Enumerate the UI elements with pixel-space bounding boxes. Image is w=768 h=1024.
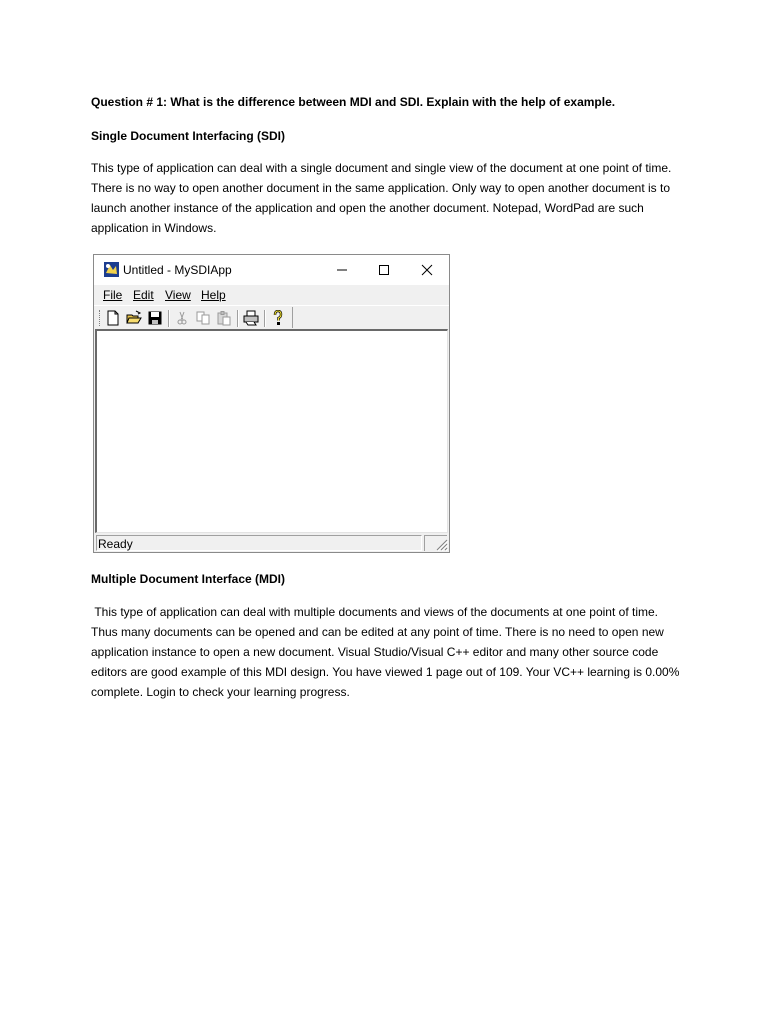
toolbar-frame: [96, 307, 293, 328]
print-icon[interactable]: [243, 310, 259, 326]
save-icon[interactable]: [147, 310, 163, 326]
menu-bar: [94, 285, 449, 305]
mdi-paragraph: This type of application can deal with multiple documents and views of the documents at one point of time. Thus many documents can be opened and can be edited at any point of time. There is no need to open new application instance to open a new document. Visual Studio/Visual C++ editor and many other source code editors are good example of this MDI design. You have viewed 1 page out of 109. Your VC++ learning is 0.00% complete. Login to check your learning progress.: [91, 605, 683, 699]
minimize-button[interactable]: [320, 255, 364, 285]
close-button[interactable]: [405, 255, 449, 285]
close-icon: [421, 264, 433, 276]
new-icon[interactable]: [105, 310, 121, 326]
open-icon[interactable]: [126, 310, 142, 326]
menu-edit[interactable]: Edit: [133, 288, 154, 302]
sdi-paragraph: This type of application can deal with a single document and single view of the document at one point of time. There is no way to open another document in the same application. Only way to open another document is to launch another instance of the application and open the another document. Notepad, WordPad are such application in Windows.: [91, 161, 672, 235]
help-icon[interactable]: [270, 310, 286, 326]
cut-icon[interactable]: [174, 310, 190, 326]
toolbar-separator: [237, 310, 239, 327]
resize-grip-icon[interactable]: [435, 538, 448, 551]
mdi-heading: Multiple Document Interface (MDI): [91, 572, 286, 586]
menu-view[interactable]: View: [165, 288, 191, 302]
maximize-button[interactable]: [362, 255, 406, 285]
copy-icon[interactable]: [195, 310, 211, 326]
toolbar-separator: [168, 310, 170, 327]
app-icon: [104, 262, 119, 277]
window-title: Untitled - MySDIApp: [123, 263, 232, 277]
status-bar: [94, 534, 449, 552]
window-titlebar: [94, 255, 449, 285]
sdi-window-screenshot: [93, 254, 450, 553]
status-text: Ready: [98, 537, 133, 551]
sdi-heading: Single Document Interfacing (SDI): [91, 129, 286, 143]
status-pane: [96, 535, 422, 551]
document-view[interactable]: [95, 329, 448, 533]
minimize-icon: [336, 264, 348, 276]
menu-help[interactable]: Help: [201, 288, 226, 302]
maximize-icon: [378, 264, 390, 276]
toolbar: [94, 305, 449, 329]
toolbar-separator: [264, 310, 266, 327]
toolbar-grip[interactable]: [99, 310, 102, 326]
paste-icon[interactable]: [216, 310, 232, 326]
question-heading: Question # 1: What is the difference between MDI and SDI. Explain with the help of example.: [91, 95, 616, 109]
menu-file[interactable]: File: [103, 288, 123, 302]
